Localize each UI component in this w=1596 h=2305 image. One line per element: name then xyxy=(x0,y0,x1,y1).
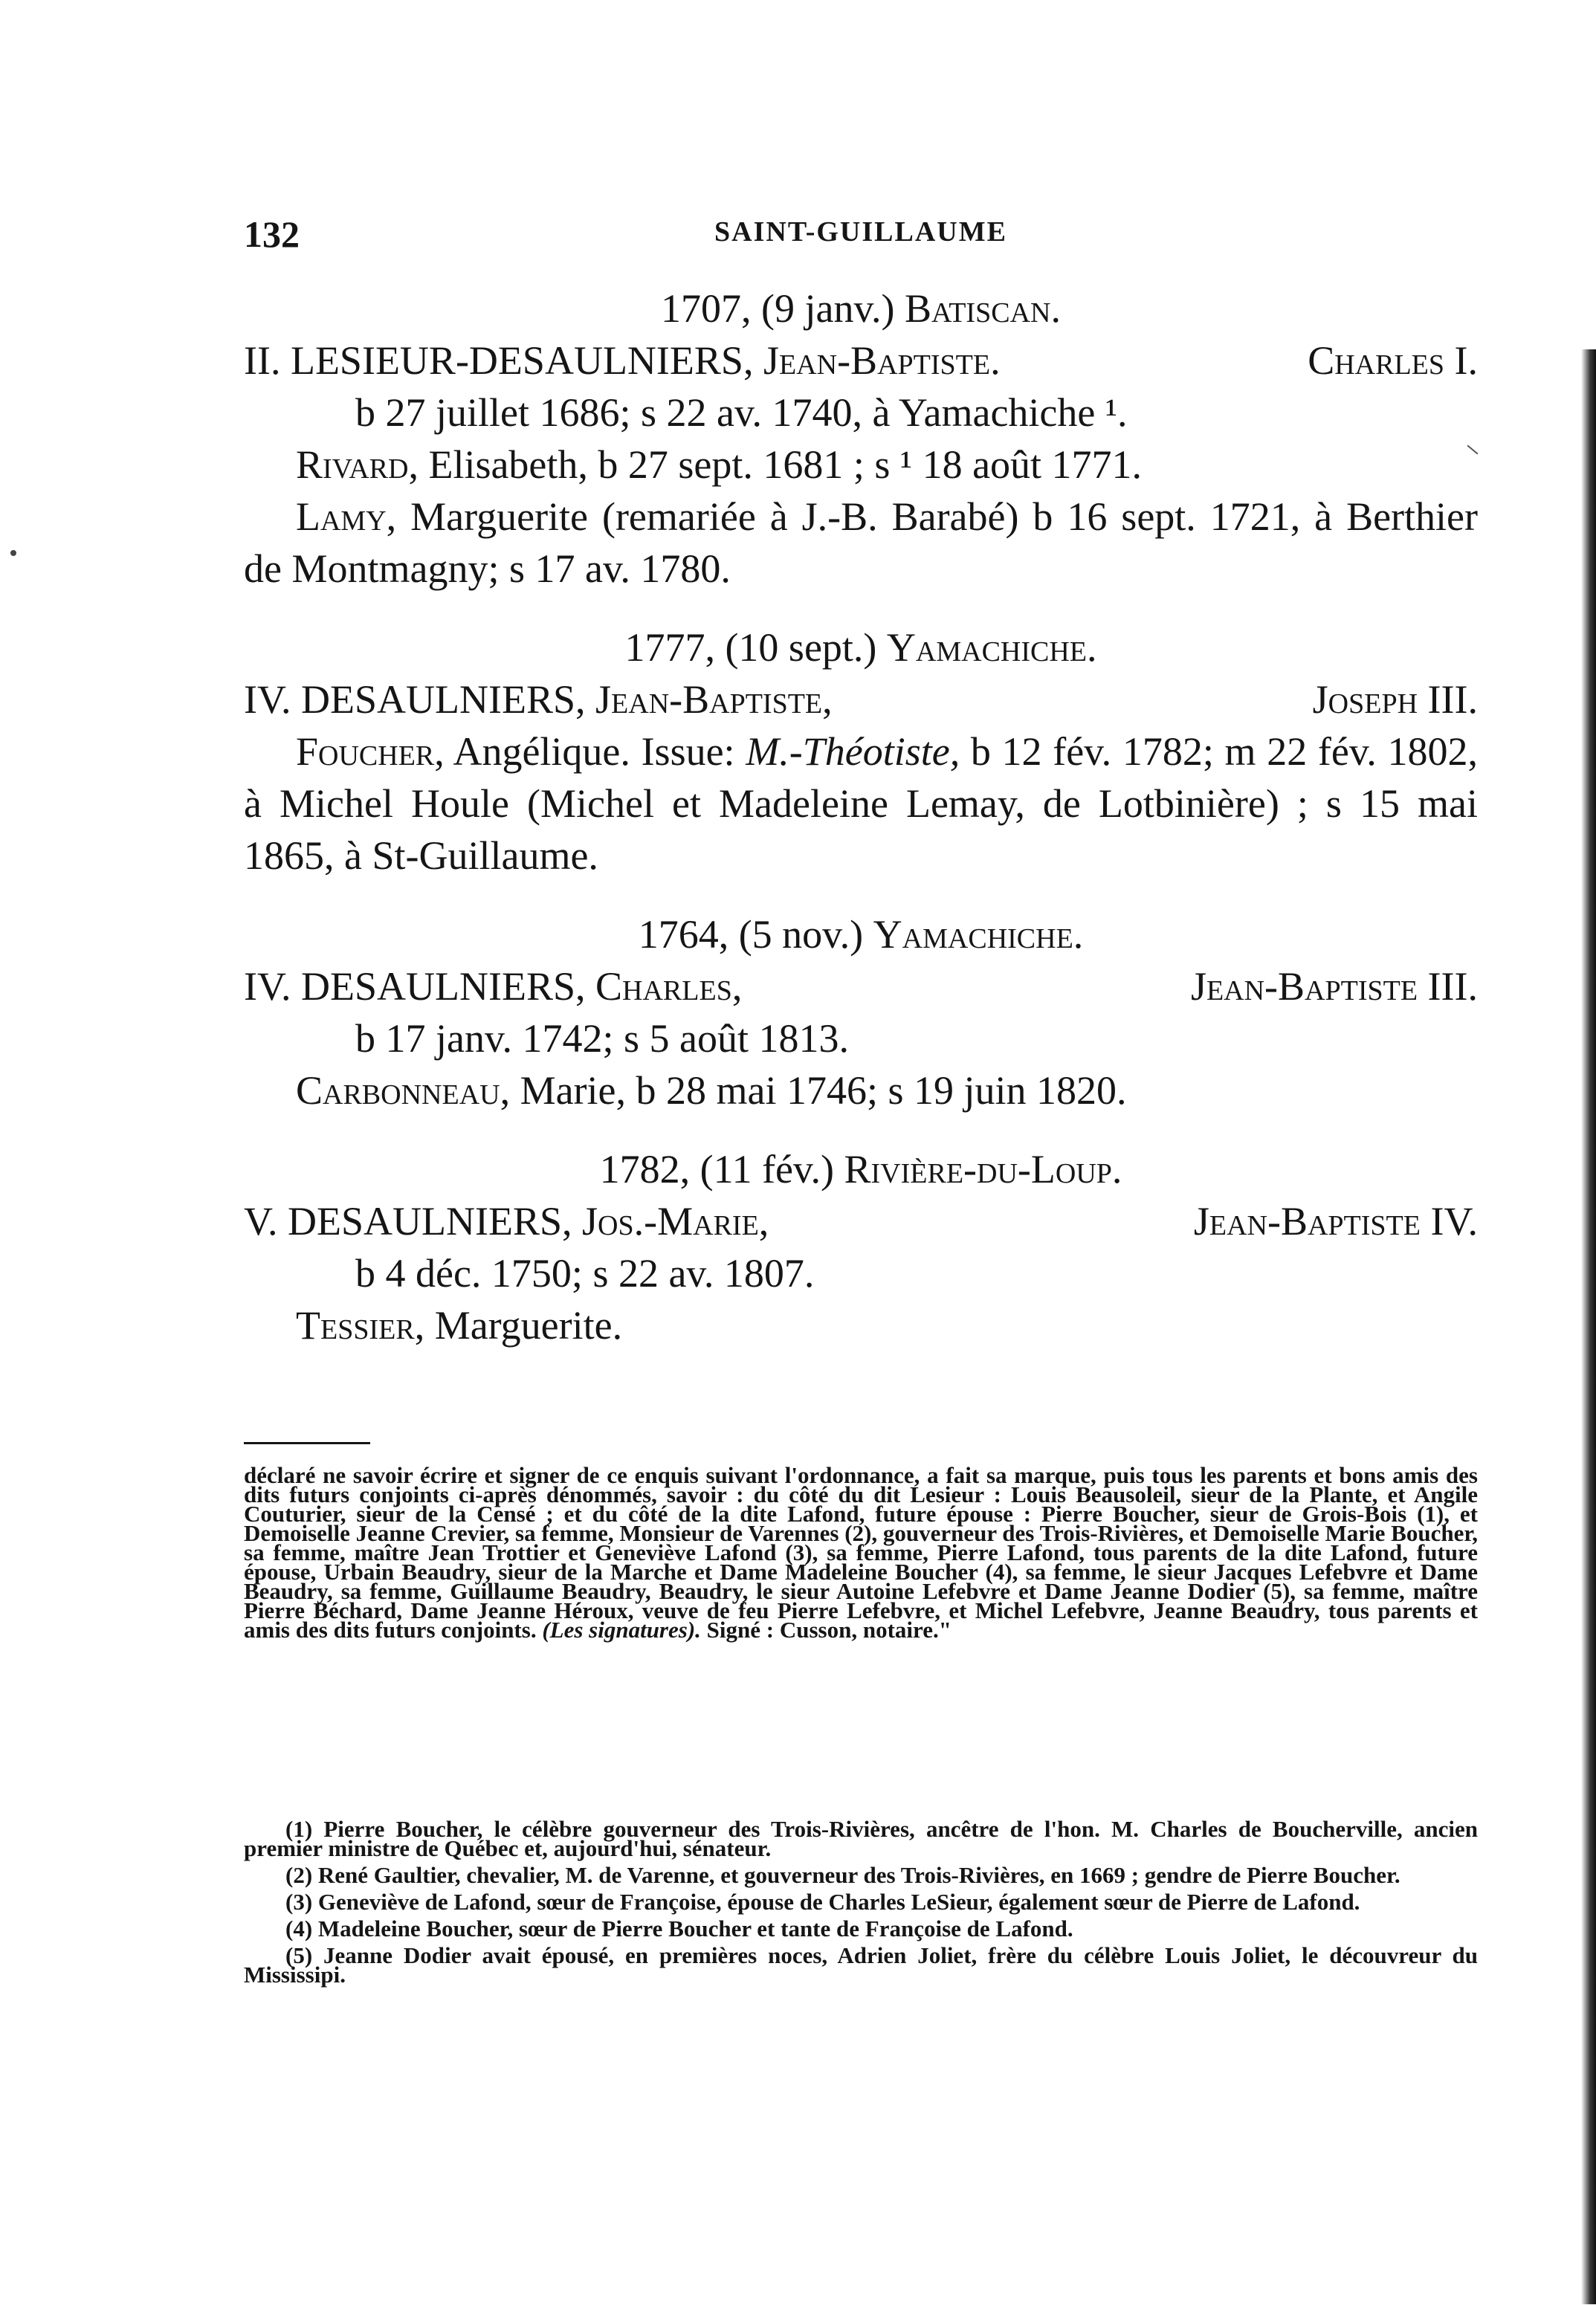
person-father: Jean-Baptiste III. xyxy=(1190,964,1478,1009)
marriage-place: Yamachiche. xyxy=(873,912,1084,957)
person-given-name: Jean-Baptiste. xyxy=(763,338,1001,383)
spouse-surname: Carbonneau xyxy=(296,1068,500,1113)
continuation-signatures: (Les signatures). xyxy=(542,1617,701,1643)
footnote-continuation xyxy=(244,1462,1478,1643)
marriage-line xyxy=(244,1143,1478,1195)
footnote xyxy=(244,1942,1478,1988)
footnote-text: Geneviève de Lafond, sœur de Françoise, épouse de Charles LeSieur, également sœur de Pierre de Lafond. xyxy=(317,1889,1360,1915)
page-header xyxy=(244,213,1478,257)
footnote xyxy=(244,1916,1478,1942)
person-bio: b 17 janv. 1742; s 5 août 1813. xyxy=(355,1016,849,1061)
footnote xyxy=(244,1889,1478,1915)
person-name: IV. DESAULNIERS, xyxy=(244,964,586,1009)
footnote-text: Pierre Boucher, le célèbre gouverneur des Trois-Rivières, ancêtre de l'hon. M. Charles de Boucherville, ancien premier ministre de Québec et, aujourd'hui, sénateur. xyxy=(244,1816,1479,1861)
genealogy-entry xyxy=(244,621,1478,882)
spouse-line xyxy=(244,1299,1478,1351)
spouse-line xyxy=(244,439,1478,491)
footnote-mark: (1) xyxy=(285,1816,313,1842)
spouse-details: , Elisabeth, b 27 sept. 1681 ; s ¹ 18 août 1771. xyxy=(408,442,1143,487)
spouse-details: , Angélique. Issue: xyxy=(434,729,746,774)
person-line xyxy=(244,960,1478,1012)
person-bio: b 27 juillet 1686; s 22 av. 1740, à Yamachiche ¹. xyxy=(355,390,1128,435)
marriage-date: 1764, (5 nov.) xyxy=(638,912,864,957)
footnote-text: René Gaultier, chevalier, M. de Varenne, et gouverneur des Trois-Rivières, en 1669 ; gendre de Pierre Boucher. xyxy=(317,1862,1400,1888)
person-name: II. LESIEUR-DESAULNIERS, xyxy=(244,338,754,383)
spouse-line xyxy=(244,1064,1478,1116)
footnote-mark: (3) xyxy=(285,1889,313,1915)
footnote-mark: (5) xyxy=(285,1942,313,1968)
person-line xyxy=(244,1195,1478,1247)
spouse-details: , Marguerite (remariée à J.-B. Barabé) b 16 sept. 1721, à Berthier de Montmagny; s 17 av. 1780. xyxy=(244,494,1478,591)
footnotes xyxy=(244,1816,1479,1992)
person-line xyxy=(244,673,1478,725)
marriage-date: 1782, (11 fév.) xyxy=(599,1147,834,1192)
marriage-place: Yamachiche. xyxy=(886,625,1097,670)
genealogy-entry xyxy=(244,1143,1478,1351)
footnote-mark: (4) xyxy=(285,1916,313,1942)
marriage-place: Batiscan. xyxy=(904,286,1061,331)
spouse-surname: Lamy xyxy=(296,494,387,539)
spouse-line xyxy=(244,725,1478,882)
marriage-line xyxy=(244,908,1478,960)
footnote-divider xyxy=(244,1442,370,1444)
spouse-surname: Foucher xyxy=(296,729,435,774)
spouse-surname: Tessier xyxy=(296,1303,415,1348)
continuation-signed: Signé : Cusson, notaire." xyxy=(700,1617,952,1643)
footnote-text: Madeleine Boucher, sœur de Pierre Boucher et tante de Françoise de Lafond. xyxy=(317,1916,1073,1942)
person-name: IV. DESAULNIERS, xyxy=(244,677,586,722)
person-given-name: Jos.-Marie, xyxy=(582,1199,769,1244)
spouse-details: , Marie, b 28 mai 1746; s 19 juin 1820. xyxy=(500,1068,1127,1113)
person-father: Joseph III. xyxy=(1312,677,1478,722)
footnote xyxy=(244,1862,1478,1888)
marriage-place: Rivière-du-Loup. xyxy=(844,1147,1122,1192)
spouse-surname: Rivard xyxy=(296,442,409,487)
footnote-mark: (2) xyxy=(285,1862,313,1888)
person-father: Charles I. xyxy=(1308,338,1478,383)
page-number: 132 xyxy=(244,213,300,255)
genealogy-entry xyxy=(244,908,1478,1116)
marriage-line xyxy=(244,282,1478,334)
person-father: Jean-Baptiste IV. xyxy=(1193,1199,1478,1244)
running-title: SAINT-GUILLAUME xyxy=(714,216,1007,248)
person-line xyxy=(244,334,1478,387)
person-given-name: Jean-Baptiste, xyxy=(595,677,833,722)
genealogy-entry xyxy=(244,282,1478,595)
page-edge-shadow xyxy=(1581,349,1596,2304)
person-given-name: Charles, xyxy=(595,964,743,1009)
marriage-date: 1707, (9 janv.) xyxy=(661,286,895,331)
marriage-line xyxy=(244,621,1478,673)
footnote xyxy=(244,1816,1479,1861)
scan-speck xyxy=(10,550,16,556)
footnote-text: Jeanne Dodier avait épousé, en premières noces, Adrien Joliet, frère du célèbre Louis Joliet, le découvreur du Mississipi. xyxy=(244,1942,1478,1988)
person-bio: b 4 déc. 1750; s 22 av. 1807. xyxy=(355,1251,815,1296)
issue-name: M.-Théotiste, xyxy=(746,729,960,774)
genealogy-entries xyxy=(244,282,1478,1378)
spouse-line xyxy=(244,491,1478,595)
marriage-date: 1777, (10 sept.) xyxy=(624,625,877,670)
issue-details: b 12 fév. 1782; m 22 fév. 1802, à Michel Houle (Michel et Madeleine Lemay, de Lotbinière) ; s 15 mai 1865, à St-Guillaume. xyxy=(244,729,1478,878)
spouse-details: , Marguerite. xyxy=(414,1303,623,1348)
person-name: V. DESAULNIERS, xyxy=(244,1199,572,1244)
continuation-text: déclaré ne savoir écrire et signer de ce enquis suivant l'ordonnance, a fait sa marque, puis tous les parents et bons amis des dits futurs conjoints ci-après dénommés, savoir : du côté du dit Lesieur : Louis Beausoleil, sieur de la Plante, et Angile Couturier, sieur de la Censé ; et du côté de la dite Lafond, future épouse : Pierre Boucher, sieur de Grois-Bois (1), et Demoiselle Jeanne Crevier, sa femme, Monsieur de Varennes (2), gouverneur des Trois-Rivières, et Demoiselle Marie Boucher, sa femme, maître Jean Trottier et Geneviève Lafond (3), sa femme, Pierre Lafond, tous parents de la dite Lafond, future épouse, Urbain Beaudry, sieur de la Marche et Dame Madeleine Boucher (4), sa femme, le sieur Jacques Lefebvre et Dame Beaudry, sa femme, Guillaume Beaudry, Beaudry, le sieur Autoine Lefebvre et Dame Jeanne Dodier (5), sa femme, maître Pierre Béchard, Dame Jeanne Héroux, veuve de feu Pierre Lefebvre, et Michel Lefebvre, Jeanne Beaudry, tous parents et amis des dits futurs conjoints. xyxy=(244,1462,1478,1643)
